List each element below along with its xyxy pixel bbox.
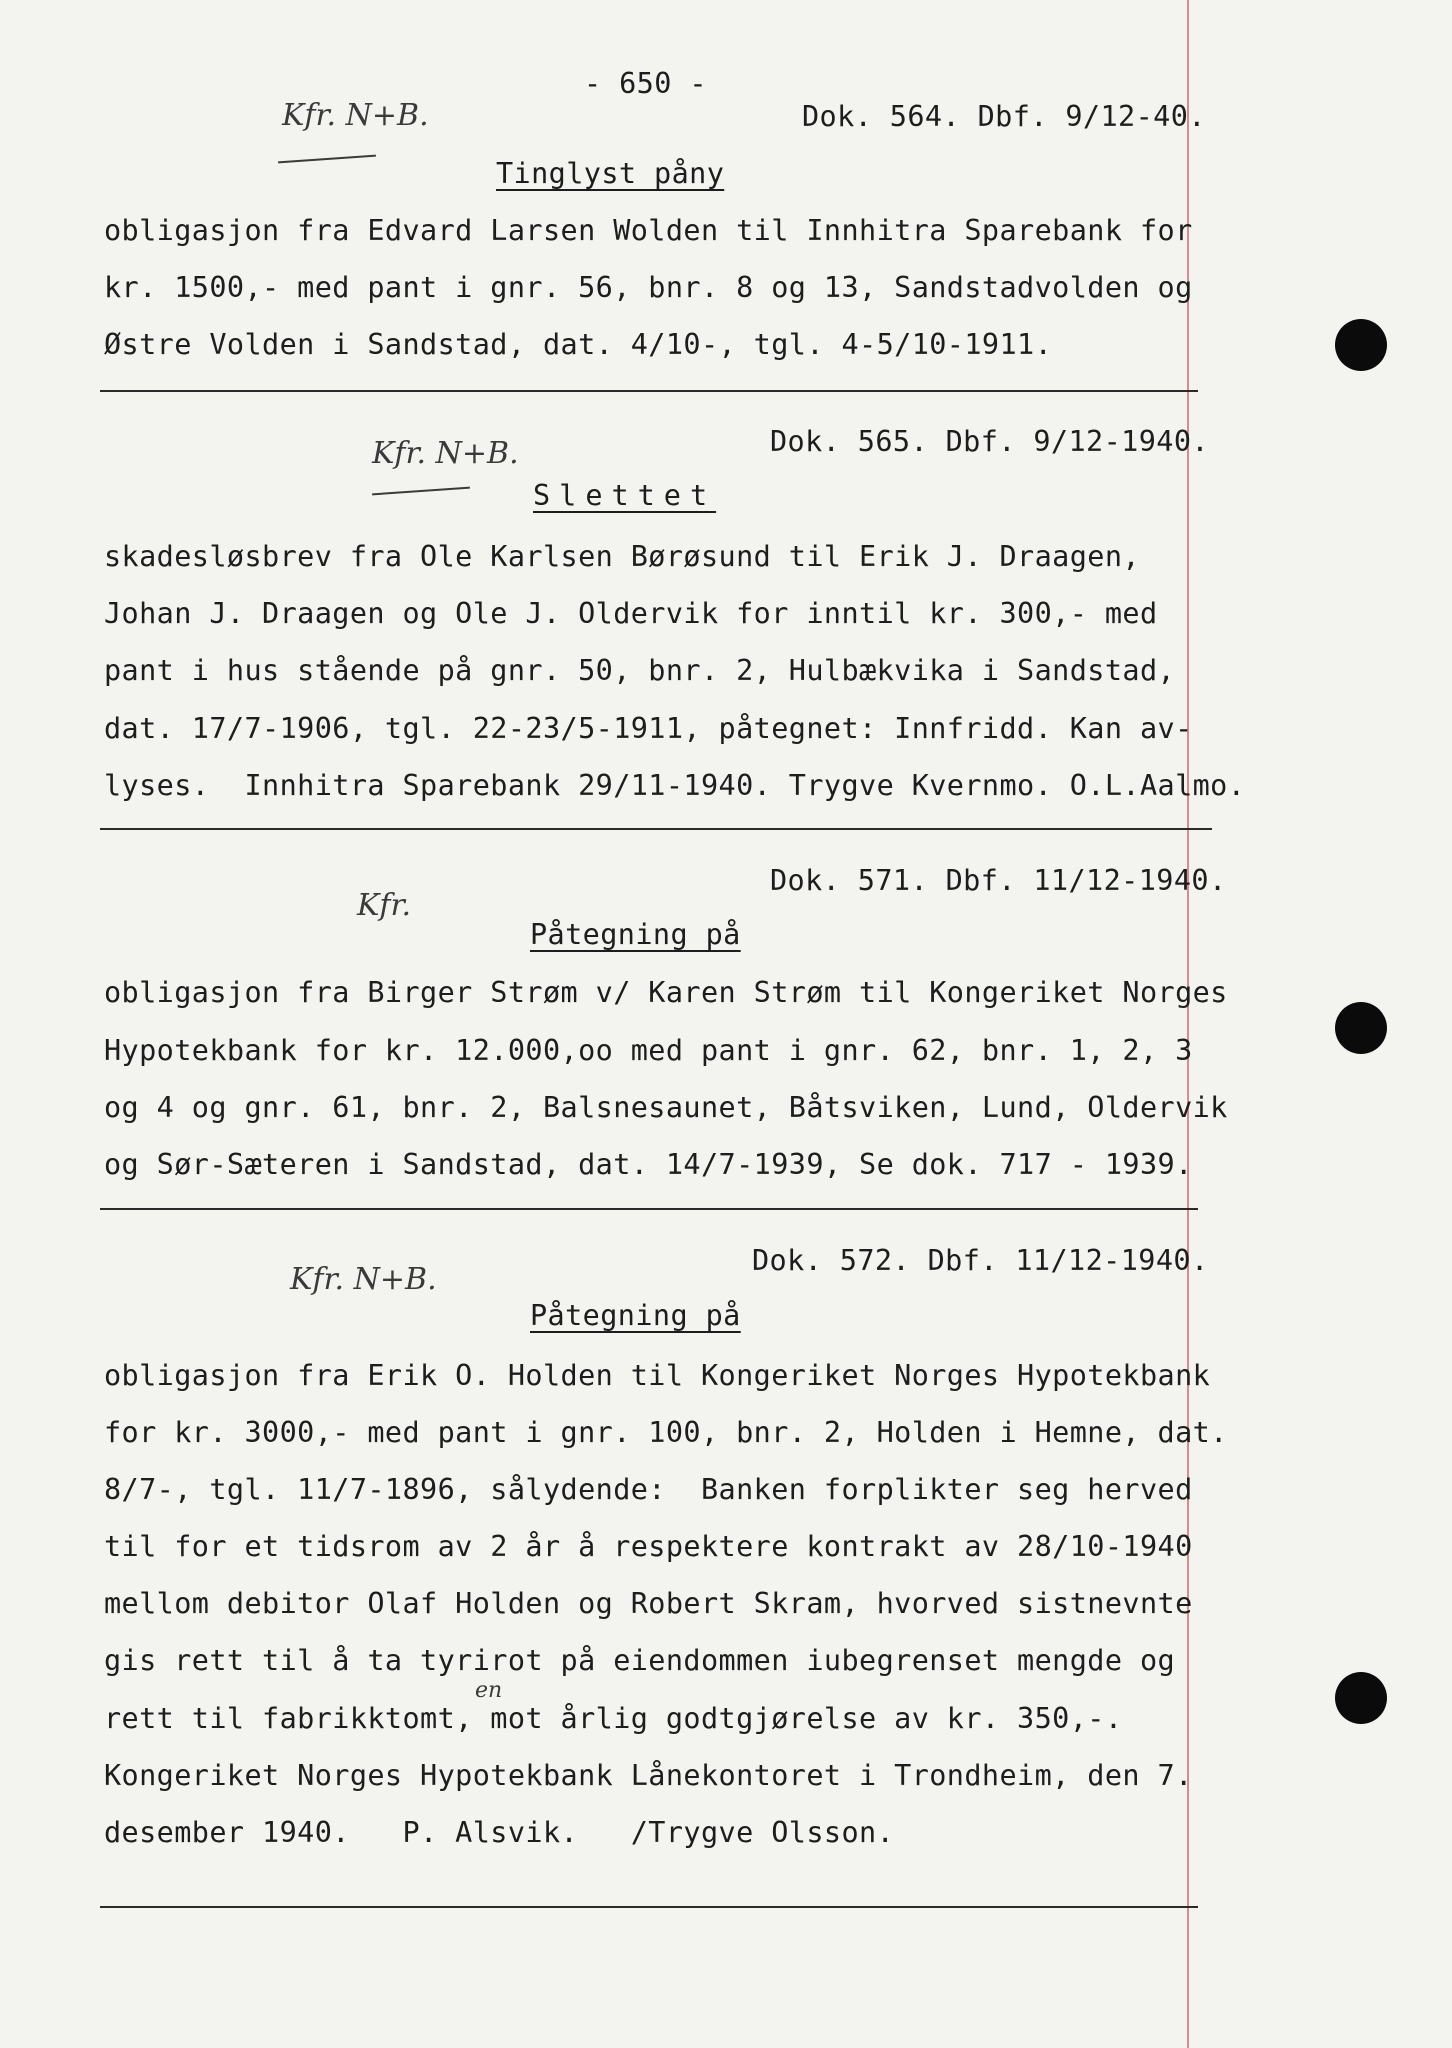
entry-4-heading: Påtegning på (530, 1299, 741, 1332)
entry-3-line-1: obligasjon fra Birger Strøm v/ Karen Strøm til Kongeriket Norges (104, 976, 1228, 1009)
entry-1-dok-reference: Dok. 564. Dbf. 9/12-40. (802, 100, 1206, 133)
entry-2-mark-underline (372, 487, 470, 496)
entry-4-line-1: obligasjon fra Erik O. Holden til Kongeriket Norges Hypotekbank (104, 1359, 1211, 1392)
entry-4-line-4: til for et tidsrom av 2 år å respektere kontrakt av 28/10-1940 (104, 1530, 1193, 1563)
entry-4-line-3: 8/7-, tgl. 11/7-1896, sålydende: Banken forplikter seg herved (104, 1473, 1193, 1506)
entry-1-handwritten-mark: Kfr. N+B. (282, 98, 429, 133)
entry-4-line-9: desember 1940. P. Alsvik. /Trygve Olsson. (104, 1816, 895, 1849)
entry-2-line-3: pant i hus stående på gnr. 50, bnr. 2, Hulbækvika i Sandstad, (104, 654, 1176, 687)
entry-3-handwritten-mark: Kfr. (357, 888, 412, 923)
entry-4-line-6: gis rett til å ta tyrirot på eiendommen iubegrenset mengde og (104, 1644, 1176, 1677)
entry-2-line-2: Johan J. Draagen og Ole J. Oldervik for inntil kr. 300,- med (104, 597, 1158, 630)
entry-2-handwritten-mark: Kfr. N+B. (372, 436, 519, 471)
entry-2-heading: Slettet (533, 479, 717, 512)
entry-1-heading: Tinglyst påny (496, 157, 725, 190)
margin-line (1187, 0, 1189, 2048)
entry-4-line-7: rett til fabrikktomt, mot årlig godtgjørelse av kr. 350,-. (104, 1702, 1123, 1735)
entry-3-dok-reference: Dok. 571. Dbf. 11/12-1940. (770, 864, 1227, 897)
punch-hole-bottom (1335, 1672, 1387, 1724)
entry-3-line-3: og 4 og gnr. 61, bnr. 2, Balsnesaunet, Båtsviken, Lund, Oldervik (104, 1091, 1228, 1124)
entry-2-line-1: skadesløsbrev fra Ole Karlsen Børøsund til Erik J. Draagen, (104, 540, 1140, 573)
page-number: - 650 - (584, 67, 707, 100)
punch-hole-middle (1335, 1002, 1387, 1054)
entry-4-line-2: for kr. 3000,- med pant i gnr. 100, bnr. 2, Holden i Hemne, dat. (104, 1416, 1228, 1449)
entry-4-line-5: mellom debitor Olaf Holden og Robert Skram, hvorved sistnevnte (104, 1587, 1193, 1620)
entry-3-heading: Påtegning på (530, 918, 741, 951)
entry-1-line-1: obligasjon fra Edvard Larsen Wolden til Innhitra Sparebank for (104, 214, 1193, 247)
entry-1-line-2: kr. 1500,- med pant i gnr. 56, bnr. 8 og 13, Sandstadvolden og (104, 271, 1193, 304)
entry-3-separator (100, 1208, 1198, 1210)
entry-4-handwritten-mark: Kfr. N+B. (290, 1262, 437, 1297)
entry-2-dok-reference: Dok. 565. Dbf. 9/12-1940. (770, 425, 1209, 458)
entry-2-line-4: dat. 17/7-1906, tgl. 22-23/5-1911, påtegnet: Innfridd. Kan av- (104, 712, 1193, 745)
entry-2-separator (100, 828, 1212, 830)
entry-1-separator (100, 390, 1198, 392)
punch-hole-top (1335, 319, 1387, 371)
entry-4-handwritten-insert: en (475, 1678, 503, 1703)
entry-2-line-5: lyses. Innhitra Sparebank 29/11-1940. Trygve Kvernmo. O.L.Aalmo. (104, 769, 1246, 802)
entry-1-mark-underline (278, 155, 376, 164)
entry-4-dok-reference: Dok. 572. Dbf. 11/12-1940. (752, 1244, 1209, 1277)
entry-4-line-8: Kongeriket Norges Hypotekbank Lånekontoret i Trondheim, den 7. (104, 1759, 1193, 1792)
entry-3-line-4: og Sør-Sæteren i Sandstad, dat. 14/7-1939, Se dok. 717 - 1939. (104, 1148, 1193, 1181)
entry-1-line-3: Østre Volden i Sandstad, dat. 4/10-, tgl. 4-5/10-1911. (104, 328, 1053, 361)
entry-3-line-2: Hypotekbank for kr. 12.000,oo med pant i gnr. 62, bnr. 1, 2, 3 (104, 1034, 1193, 1067)
entry-4-separator (100, 1906, 1198, 1908)
